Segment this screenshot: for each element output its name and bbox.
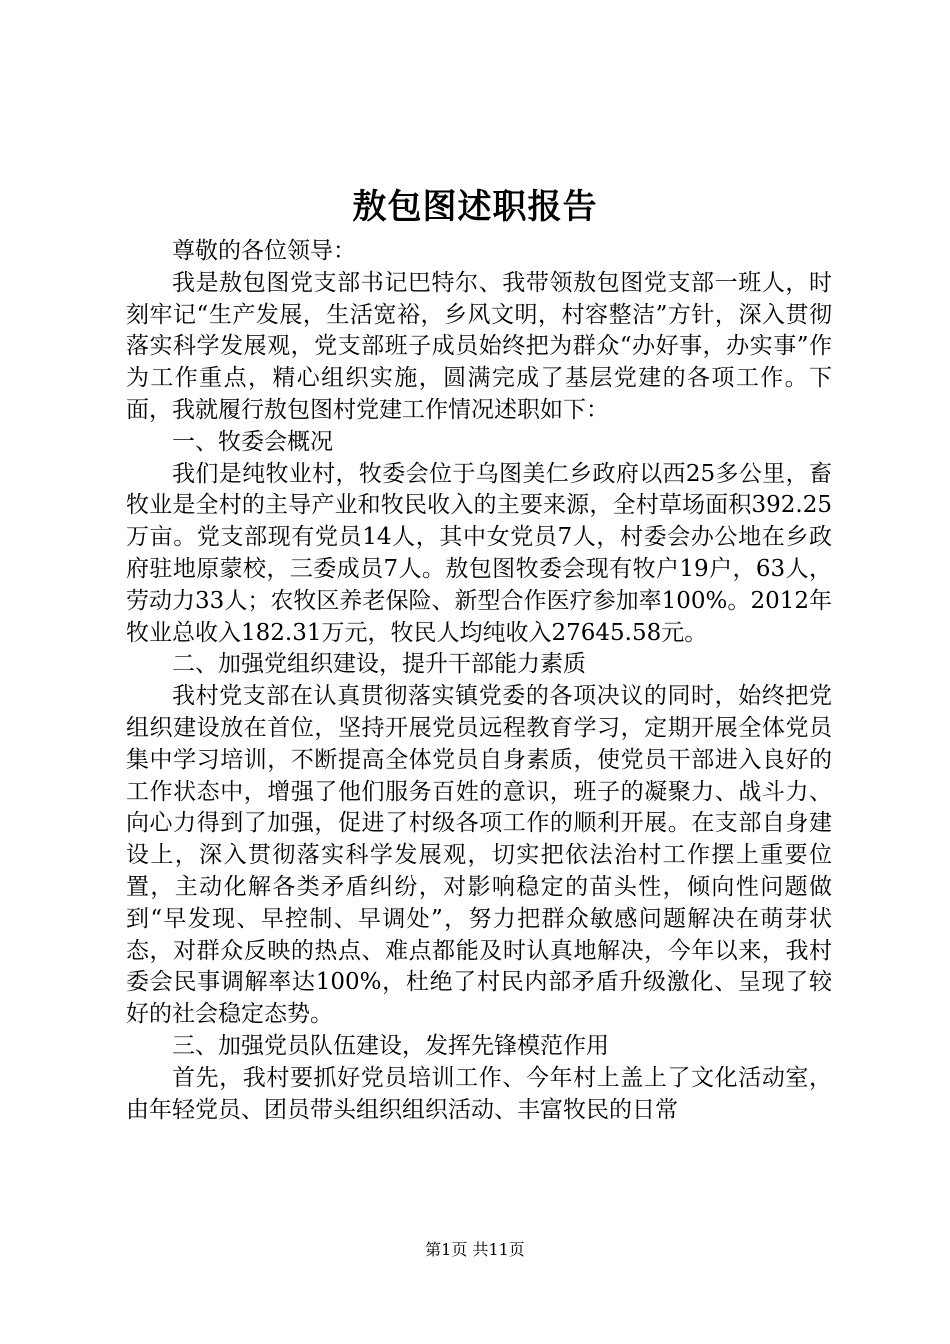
- document-body: [126, 236, 832, 1126]
- document-title: 敖包图述职报告: [352, 187, 598, 227]
- page-footer: 第1页 共11页: [425, 1240, 525, 1259]
- salutation: 尊敬的各位领导：: [172, 238, 356, 264]
- section-heading-3: 三、加强党员队伍建设，发挥先锋模范作用: [172, 1032, 609, 1059]
- paragraph-overview: 我们是纯牧业村，牧委会位于乌图美仁乡政府以西25多公里，畜牧业是全村的主导产业和牧民收入的主要来源，全村草场面积392.25万亩。党支部现有党员14人，其中女党员7人，村委会办公地在乡政府驻地原蒙校，三委成员7人。敖包图牧委会现有牧户19户，63人，劳动力33人；农牧区养老保险、新型合作医疗参加率100%。2012年牧业总收入182.31万元，牧民人均纯收入27645.58元。: [126, 460, 832, 646]
- paragraph-intro: 我是敖包图党支部书记巴特尔、我带领敖包图党支部一班人，时刻牢记“生产发展，生活宽裕，乡风文明，村容整洁”方针，深入贯彻落实科学发展观，党支部班子成员始终把为群众“办好事，办实事”作为工作重点，精心组织实施，圆满完成了基层党建的各项工作。下面，我就履行敖包图村党建工作情况述职如下：: [126, 269, 832, 423]
- paragraph-party-building: 我村党支部在认真贯彻落实镇党委的各项决议的同时，始终把党组织建设放在首位，坚持开展党员远程教育学习，定期开展全体党员集中学习培训，不断提高全体党员自身素质，使党员干部进入良好的工作状态中，增强了他们服务百姓的意识，班子的凝聚力、战斗力、向心力得到了加强，促进了村级各项工作的顺利开展。在支部自身建设上，深入贯彻落实科学发展观，切实把依法治村工作摆上重要位置，主动化解各类矛盾纠纷，对影响稳定的苗头性，倾向性问题做到“早发现、早控制、早调处”，努力把群众敏感问题解决在萌芽状态，对群众反映的热点、难点都能及时认真地解决，今年以来，我村委会民事调解率达100%，杜绝了村民内部矛盾升级激化、呈现了较好的社会稳定态势。: [126, 683, 832, 1028]
- paragraph-member-training: 首先，我村要抓好党员培训工作、今年村上盖上了文化活动室，由年轻党员、团员带头组织组织活动、丰富牧民的日常: [126, 1064, 832, 1123]
- section-heading-1: 一、牧委会概况: [172, 428, 333, 455]
- section-heading-2: 二、加强党组织建设，提升干部能力素质: [172, 651, 586, 678]
